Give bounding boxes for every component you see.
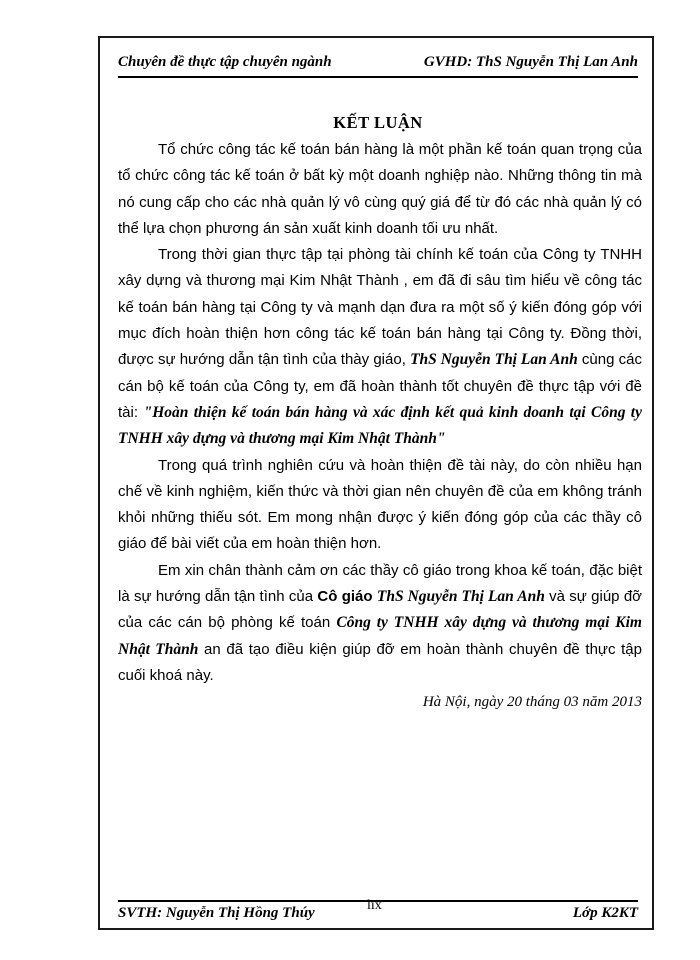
date-line: Hà Nội, ngày 20 tháng 03 năm 2013 — [422, 694, 642, 711]
paragraph-4-text-a: Em xin chân thành cảm ơn các thầy cô giáo trong khoa kế toán, đặc biệt là sự hướng dẫn tận tình của — [118, 561, 642, 606]
paragraph-4-text-f: an đã tạo điều kiện giúp đỡ em hoàn thành chuyên đề thực tập cuối khoá này. — [118, 640, 642, 684]
paragraph-4-teacher-label: Cô giáo — [317, 588, 377, 606]
header-course-title: Chuyên đề thực tập chuyên ngành — [118, 54, 332, 70]
paragraph-2 — [118, 242, 642, 452]
paragraph-2-supervisor: ThS Nguyễn Thị Lan Anh — [410, 351, 578, 369]
paragraph-4-company: Công ty TNHH xây dựng và thương mại Kim Nhật Thành — [118, 614, 642, 658]
page-number: lix — [367, 898, 382, 913]
paragraph-2-text-c: cùng các cán bộ kế toán của Công ty, em đã hoàn thành tốt chuyên đề thực tập với đề tài: — [118, 351, 642, 421]
paragraph-2-text-a: Trong thời gian thực tập tại phòng tài chính kế toán của Công ty TNHH xây dựng và thương mại Kim Nhật Thành , em đã đi sâu tìm hiểu về công tác kế toán bán hàng tại Công ty và mạnh dạn đưa ra một số ý kiến đóng góp với mục đích hoàn thiện hơn công tác kế toán bán hàng tại Công ty. Đồng thời, được sự hướng dẫn tận tình của thày giáo, — [118, 246, 642, 369]
paragraph-1: Tổ chức công tác kế toán bán hàng là một phần kế toán quan trọng của tổ chức công tác kế toán ở bất kỳ một doanh nghiệp nào. Những thông tin mà nó cung cấp cho các nhà quản lý vô cùng quý giá để từ đó các nhà quản lý có thể lựa chọn phương án sản xuất kinh doanh tối ưu nhất. — [118, 141, 642, 237]
header-supervisor: GVHD: ThS Nguyễn Thị Lan Anh — [423, 54, 638, 70]
page-footer — [118, 898, 638, 925]
paragraph-4 — [118, 558, 642, 689]
document-body — [118, 137, 642, 715]
footer-student: SVTH: Nguyễn Thị Hồng Thúy — [118, 905, 315, 921]
paragraph-3: Trong quá trình nghiên cứu và hoàn thiện đề tài này, do còn nhiều hạn chế về kinh nghiệm, kiến thức và thời gian nên chuyên đề của em không tránh khỏi những thiếu sót. Em mong nhận được ý kiến đóng góp của các thầy cô giáo để bài viết của em hoàn thiện hơn. — [118, 456, 642, 553]
header-rule — [118, 76, 638, 78]
paragraph-4-text-d: và sự giúp đỡ của các cán bộ phòng kế toán — [118, 588, 642, 632]
paragraph-2-thesis-title: "Hoàn thiện kế toán bán hàng và xác định kết quả kinh doanh tại Công ty TNHH xây dựng và thương mại Kim Nhật Thành" — [118, 403, 642, 448]
page-header — [118, 52, 638, 74]
paragraph-4-teacher-name: ThS Nguyễn Thị Lan Anh — [376, 588, 545, 606]
page-title: KẾT LUẬN — [333, 113, 423, 132]
footer-class: Lớp K2KT — [572, 905, 638, 921]
